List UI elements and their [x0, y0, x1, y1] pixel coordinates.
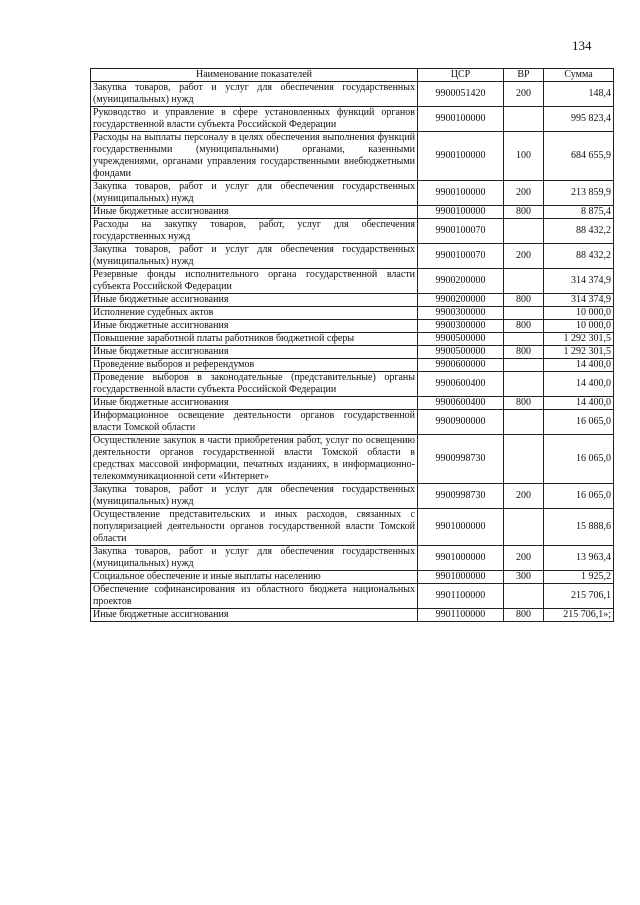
row-name: Закупка товаров, работ и услуг для обеспечения государственных (муниципальных) нужд	[91, 82, 418, 107]
table-row	[91, 435, 614, 484]
row-vr: 100	[504, 132, 544, 181]
row-vr	[504, 584, 544, 609]
table-row	[91, 333, 614, 346]
row-name: Закупка товаров, работ и услуг для обеспечения государственных (муниципальных) нужд	[91, 181, 418, 206]
row-name: Социальное обеспечение и иные выплаты населению	[91, 571, 418, 584]
row-name: Закупка товаров, работ и услуг для обеспечения государственных (муниципальных) нужд	[91, 546, 418, 571]
row-csr: 9900998730	[418, 484, 504, 509]
table-row	[91, 359, 614, 372]
row-name: Закупка товаров, работ и услуг для обеспечения государственных (муниципальных) нужд	[91, 484, 418, 509]
table-row	[91, 584, 614, 609]
row-csr: 9901000000	[418, 571, 504, 584]
row-name: Иные бюджетные ассигнования	[91, 397, 418, 410]
header-name: Наименование показателей	[91, 69, 418, 82]
row-vr: 200	[504, 181, 544, 206]
row-csr: 9900100000	[418, 132, 504, 181]
row-sum: 314 374,9	[544, 294, 614, 307]
table-row	[91, 397, 614, 410]
row-vr: 800	[504, 320, 544, 333]
row-csr: 9900100000	[418, 107, 504, 132]
row-csr: 9900200000	[418, 269, 504, 294]
row-sum: 13 963,4	[544, 546, 614, 571]
table-row	[91, 269, 614, 294]
row-sum: 1 925,2	[544, 571, 614, 584]
row-vr: 800	[504, 294, 544, 307]
row-vr	[504, 333, 544, 346]
row-sum: 215 706,1»;	[544, 609, 614, 622]
row-sum: 16 065,0	[544, 410, 614, 435]
row-name: Иные бюджетные ассигнования	[91, 609, 418, 622]
row-sum: 684 655,9	[544, 132, 614, 181]
row-vr: 300	[504, 571, 544, 584]
table-row	[91, 219, 614, 244]
row-csr: 9900600000	[418, 359, 504, 372]
row-sum: 1 292 301,5	[544, 333, 614, 346]
row-name: Осуществление закупок в части приобретения работ, услуг по освещению деятельности органов государственной власти Томской области в средствах массовой информации, печатных изданиях, в информационно-телекоммуникационной сети «Интернет»	[91, 435, 418, 484]
row-vr	[504, 359, 544, 372]
row-name: Руководство и управление в сфере установленных функций органов государственной власти субъекта Российской Федерации	[91, 107, 418, 132]
table-row	[91, 181, 614, 206]
row-vr: 800	[504, 206, 544, 219]
row-vr	[504, 219, 544, 244]
header-csr: ЦСР	[418, 69, 504, 82]
table-row	[91, 571, 614, 584]
row-csr: 9901100000	[418, 609, 504, 622]
row-vr	[504, 372, 544, 397]
row-sum: 995 823,4	[544, 107, 614, 132]
row-sum: 10 000,0	[544, 307, 614, 320]
row-vr	[504, 435, 544, 484]
row-name: Иные бюджетные ассигнования	[91, 320, 418, 333]
row-csr: 9900051420	[418, 82, 504, 107]
table-row	[91, 546, 614, 571]
table-row	[91, 609, 614, 622]
row-vr: 200	[504, 244, 544, 269]
header-sum: Сумма	[544, 69, 614, 82]
row-sum: 314 374,9	[544, 269, 614, 294]
row-sum: 88 432,2	[544, 219, 614, 244]
row-name: Иные бюджетные ассигнования	[91, 206, 418, 219]
header-vr: ВР	[504, 69, 544, 82]
row-sum: 213 859,9	[544, 181, 614, 206]
row-csr: 9900500000	[418, 333, 504, 346]
table-row	[91, 294, 614, 307]
table-row	[91, 206, 614, 219]
row-name: Информационное освещение деятельности органов государственной власти Томской области	[91, 410, 418, 435]
row-csr: 9900100000	[418, 206, 504, 219]
row-name: Обеспечение софинансирования из областного бюджета национальных проектов	[91, 584, 418, 609]
row-csr: 9900600400	[418, 372, 504, 397]
row-name: Повышение заработной платы работников бюджетной сферы	[91, 333, 418, 346]
table-row	[91, 509, 614, 546]
row-csr: 9901000000	[418, 509, 504, 546]
row-sum: 1 292 301,5	[544, 346, 614, 359]
row-sum: 8 875,4	[544, 206, 614, 219]
row-vr	[504, 509, 544, 546]
row-sum: 88 432,2	[544, 244, 614, 269]
row-csr: 9901100000	[418, 584, 504, 609]
row-csr: 9900100070	[418, 244, 504, 269]
row-sum: 16 065,0	[544, 435, 614, 484]
page-number: 134	[572, 38, 592, 53]
row-csr: 9900300000	[418, 307, 504, 320]
row-name: Расходы на выплаты персоналу в целях обеспечения выполнения функций государственными (муниципальными) органами, казенными учреждениями, органами управления государственными внебюджетными фондами	[91, 132, 418, 181]
row-sum: 16 065,0	[544, 484, 614, 509]
row-name: Иные бюджетные ассигнования	[91, 294, 418, 307]
table-body	[91, 82, 614, 622]
row-vr: 800	[504, 346, 544, 359]
row-vr	[504, 269, 544, 294]
row-vr: 200	[504, 82, 544, 107]
row-csr: 9901000000	[418, 546, 504, 571]
table-row	[91, 346, 614, 359]
row-csr: 9900100000	[418, 181, 504, 206]
row-name: Расходы на закупку товаров, работ, услуг для обеспечения государственных нужд	[91, 219, 418, 244]
row-vr	[504, 307, 544, 320]
table-row	[91, 320, 614, 333]
row-vr	[504, 410, 544, 435]
row-sum: 14 400,0	[544, 397, 614, 410]
row-csr: 9900600400	[418, 397, 504, 410]
row-vr: 200	[504, 484, 544, 509]
row-vr: 200	[504, 546, 544, 571]
table-row	[91, 244, 614, 269]
row-name: Исполнение судебных актов	[91, 307, 418, 320]
row-vr	[504, 107, 544, 132]
row-name: Закупка товаров, работ и услуг для обеспечения государственных (муниципальных) нужд	[91, 244, 418, 269]
table-header-row	[91, 69, 614, 82]
row-sum: 10 000,0	[544, 320, 614, 333]
row-sum: 14 400,0	[544, 372, 614, 397]
row-csr: 9900500000	[418, 346, 504, 359]
table-row	[91, 307, 614, 320]
row-vr: 800	[504, 609, 544, 622]
row-csr: 9900200000	[418, 294, 504, 307]
row-name: Проведение выборов и референдумов	[91, 359, 418, 372]
table-row	[91, 484, 614, 509]
row-vr: 800	[504, 397, 544, 410]
row-sum: 215 706,1	[544, 584, 614, 609]
table-row	[91, 132, 614, 181]
row-sum: 148,4	[544, 82, 614, 107]
row-sum: 15 888,6	[544, 509, 614, 546]
table-row	[91, 107, 614, 132]
row-csr: 9900100070	[418, 219, 504, 244]
row-csr: 9900300000	[418, 320, 504, 333]
row-csr: 9900998730	[418, 435, 504, 484]
table-row	[91, 372, 614, 397]
budget-table	[90, 68, 614, 622]
row-name: Резервные фонды исполнительного органа государственной власти субъекта Российской Федерации	[91, 269, 418, 294]
row-sum: 14 400,0	[544, 359, 614, 372]
row-name: Иные бюджетные ассигнования	[91, 346, 418, 359]
table-row	[91, 410, 614, 435]
table-row	[91, 82, 614, 107]
row-name: Осуществление представительских и иных расходов, связанных с популяризацией деятельности органов государственной власти Томской области	[91, 509, 418, 546]
row-csr: 9900900000	[418, 410, 504, 435]
row-name: Проведение выборов в законодательные (представительные) органы государственной власти субъекта Российской Федерации	[91, 372, 418, 397]
